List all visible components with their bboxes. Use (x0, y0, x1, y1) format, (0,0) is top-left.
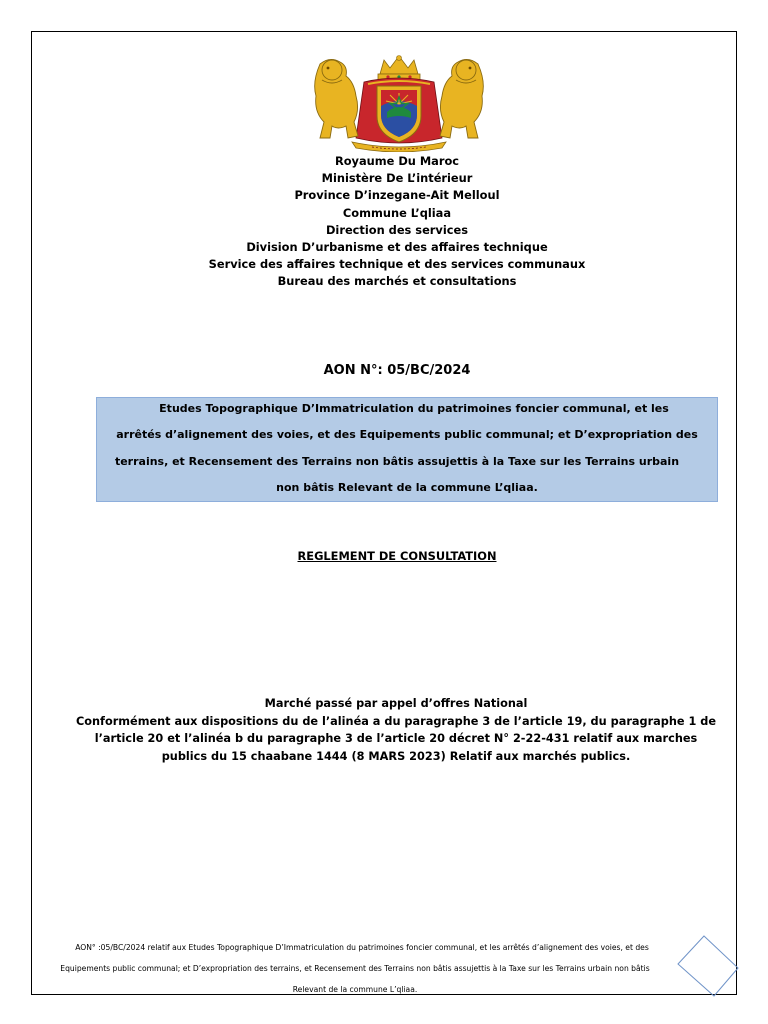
procurement-line: publics du 15 chaabane 1444 (8 MARS 2023) Relatif aux marchés publics. (161, 749, 631, 763)
page-footer (35, 937, 675, 1000)
subject-line: Etudes Topographique D’Immatriculation du patrimoines foncier communal, et les (159, 402, 669, 415)
subject-line: arrêtés d’alignement des voies, et des Equipements public communal; et D’expropriation des (116, 428, 698, 441)
header-line-province: Province D’inzegane-Ait Melloul (294, 188, 500, 203)
document-title: REGLEMENT DE CONSULTATION (297, 549, 497, 563)
subject-box (96, 397, 718, 502)
procurement-line: Marché passé par appel d’offres National (264, 697, 528, 710)
header-line-direction: Direction des services (325, 222, 469, 237)
footer-line: Equipements public communal; et D’expropriation des terrains, et Recensement des Terrains non bâtis assujettis à la Taxe sur les Terrains urbain non bâtis (60, 964, 650, 973)
procurement-basis (62, 695, 730, 765)
subject-line: non bâtis Relevant de la commune L’qliaa. (276, 481, 538, 494)
institution-header (100, 153, 694, 291)
procurement-line: l’article 20 et l’alinéa b du paragraphe 3 de l’article 20 décret N° 2-22-431 relatif aux marches (94, 732, 698, 745)
header-line-service: Service des affaires technique et des services communaux (208, 257, 586, 272)
procurement-line: Conformément aux dispositions du de l’alinéa a du paragraphe 3 de l’article 19, du paragraphe 1 de (75, 714, 717, 728)
morocco-coat-of-arms-icon (302, 52, 496, 152)
header-line-commune: Commune L’qliaa (342, 205, 452, 220)
header-line-division: Division D’urbanisme et des affaires technique (246, 240, 548, 255)
page-corner-decoration-icon (672, 934, 742, 998)
header-line-kingdom: Royaume Du Maroc (334, 154, 460, 168)
header-line-ministry: Ministère De L’intérieur (321, 171, 473, 186)
header-line-bureau: Bureau des marchés et consultations (277, 274, 517, 289)
footer-line: AON° :05/BC/2024 relatif aux Etudes Topographique D’Immatriculation du patrimoines foncier communal, et les arrêtés d’alignement des voies, et des (75, 943, 649, 952)
subject-line: terrains, et Recensement des Terrains non bâtis assujettis à la Taxe sur les Terrains urbain (114, 455, 680, 468)
aon-number: AON N°: 05/BC/2024 (323, 363, 471, 378)
footer-line: Relevant de la commune L’qliaa. (292, 985, 418, 994)
